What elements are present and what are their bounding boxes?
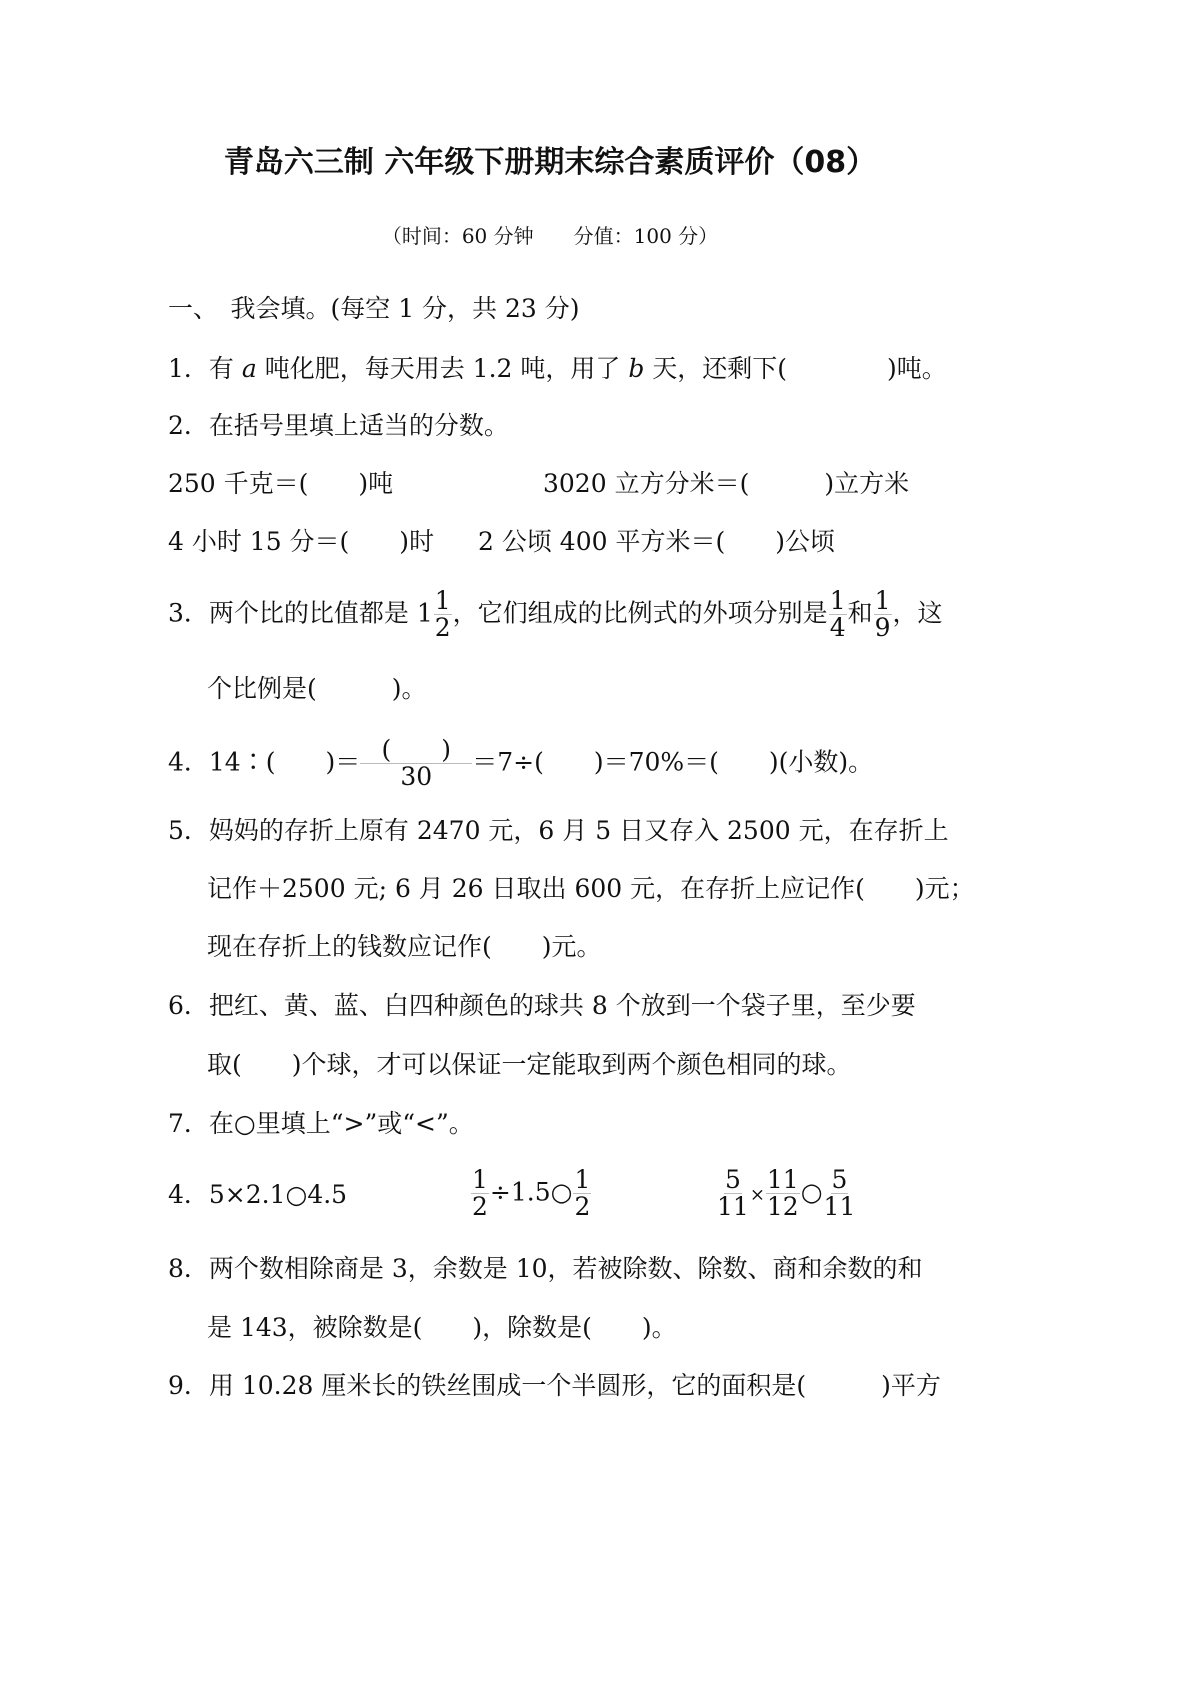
question-8-line2: 是 143，被除数是( )，除数是( )。 [207, 1313, 677, 1342]
question-9: 9．用 10.28 厘米长的铁丝围成一个半圆形，它的面积是( )平方 [168, 1371, 941, 1400]
question-2a: 250 千克＝( )吨 [168, 469, 394, 498]
page-title: 青岛六三制 六年级下册期末综合素质评价（08） [223, 145, 877, 180]
question-6-line2: 取( )个球，才可以保证一定能取到两个颜色相同的球。 [207, 1050, 852, 1079]
question-7b: $\frac{1}{2}$ ÷1.5○ $\frac{1}{2}$ [472, 1165, 591, 1222]
question-2d: 2 公顷 400 平方米＝( )公顷 [478, 527, 835, 556]
question-8: 8．两个数相除商是 3，余数是 10，若被除数、除数、商和余数的和 [168, 1254, 923, 1283]
question-1: 1．有 a 吨化肥，每天用去 1.2 吨，用了 b 天，还剩下( )吨。 [168, 354, 947, 383]
question-3-line2: 个比例是( )。 [207, 674, 427, 703]
section-heading: 一、 我会填。(每空 1 分，共 23 分) [168, 294, 580, 323]
exam-info: （时间：60 分钟 分值：100 分） [381, 224, 719, 248]
question-5: 5．妈妈的存折上原有 2470 元，6 月 5 日又存入 2500 元，在存折上 [168, 816, 949, 845]
question-5-line3: 现在存折上的钱数应记作( )元。 [207, 932, 602, 961]
question-2c: 4 小时 15 分＝( )时 [168, 527, 435, 556]
question-6: 6．把红、黄、蓝、白四种颜色的球共 8 个放到一个袋子里，至少要 [168, 991, 916, 1020]
question-2b: 3020 立方分米＝( )立方米 [543, 469, 910, 498]
question-7: 7．在○里填上“>”或“<”。 [168, 1109, 474, 1138]
question-3: 3．两个比的比值都是 1 $\frac{1}{2}$ ，它们组成的比例式的外项分别是 $\frac{1}{4}$ 和 $\frac{1}{9}$ ，这 [168, 586, 943, 643]
question-7a: 4．5×2.1○4.5 [168, 1180, 348, 1209]
question-7c: $\frac{5}{11}$ × $\frac{11}{12}$ ○ $\frac{5}{11}$ [717, 1165, 856, 1222]
question-2: 2．在括号里填上适当的分数。 [168, 411, 509, 440]
question-4: 4．14∶( )＝ ( ) 30 ＝7÷( )＝70%＝( )(小数)。 [168, 735, 874, 792]
question-5-line2: 记作＋2500 元; 6 月 26 日取出 600 元，在存折上应记作( )元； [207, 874, 975, 903]
